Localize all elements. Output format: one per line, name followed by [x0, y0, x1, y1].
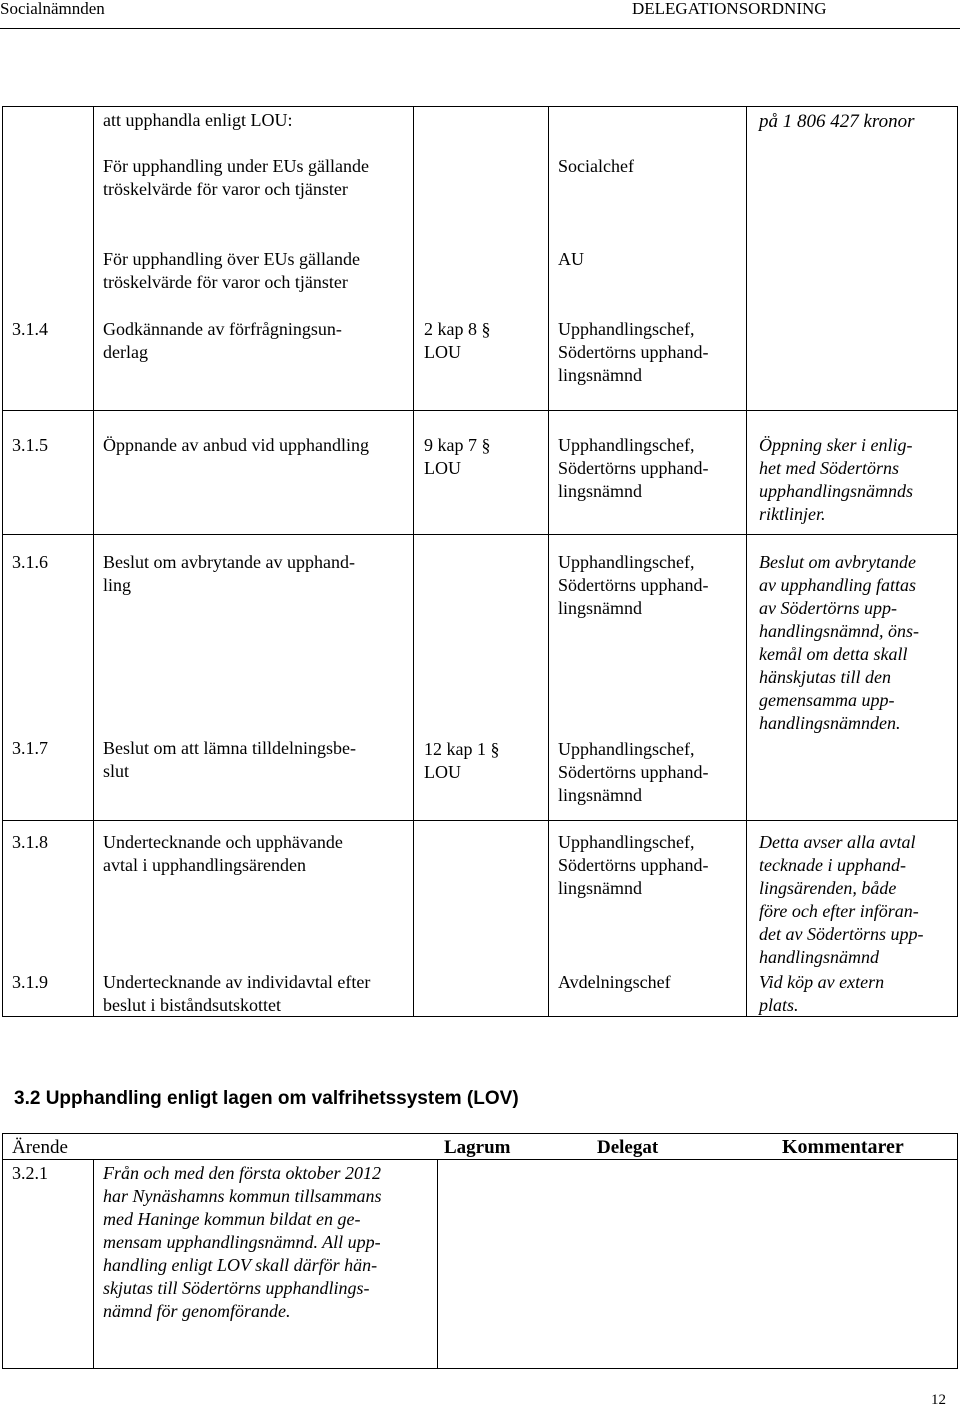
- row-number: 3.1.9: [12, 972, 48, 992]
- header-rule: [0, 28, 960, 29]
- row-text: slut: [103, 761, 130, 781]
- row-comment: handlingsnämnd: [759, 947, 880, 967]
- section-heading: 3.2 Upphandling enligt lagen om valfrihetssystem (LOV): [14, 1088, 519, 1109]
- intro-over-delegate: AU: [558, 249, 584, 269]
- column-divider: [413, 106, 414, 1017]
- intro-under-line2: tröskelvärde för varor och tjänster: [103, 179, 348, 199]
- column-divider: [548, 106, 549, 1017]
- row-delegate: lingsnämnd: [558, 365, 642, 385]
- row-delegate: Avdelningschef: [558, 972, 671, 992]
- row-law: 2 kap 8 §: [424, 319, 491, 339]
- row-comment: före och efter införan-: [759, 901, 919, 921]
- row-text: derlag: [103, 342, 148, 362]
- row-comment: lingsärenden, både: [759, 878, 897, 898]
- row-delegate: Upphandlingschef,: [558, 739, 695, 759]
- intro-over-line2: tröskelvärde för varor och tjänster: [103, 272, 348, 292]
- table-border-bottom: [2, 1368, 958, 1369]
- row-delegate: Södertörns upphand-: [558, 762, 709, 782]
- row-number: 3.1.5: [12, 435, 48, 455]
- row-delegate: Södertörns upphand-: [558, 855, 709, 875]
- header-title: DELEGATIONSORDNING: [632, 0, 827, 18]
- row-comment: riktlinjer.: [759, 504, 826, 524]
- row-law: LOU: [424, 342, 461, 362]
- row-comment: het med Södertörns: [759, 458, 899, 478]
- row-delegate: lingsnämnd: [558, 598, 642, 618]
- table-border-right: [957, 1133, 958, 1369]
- row-number: 3.2.1: [12, 1163, 48, 1183]
- header-lagrum: Lagrum: [444, 1137, 511, 1158]
- row-comment: det av Södertörns upp-: [759, 924, 924, 944]
- header-delegat: Delegat: [597, 1137, 659, 1158]
- row-comment: Vid köp av extern: [759, 972, 885, 992]
- row-text: skjutas till Södertörns upphandlings-: [103, 1278, 370, 1298]
- row-delegate: Södertörns upphand-: [558, 342, 709, 362]
- header-row-divider: [2, 1159, 958, 1160]
- intro-under-line1: För upphandling under EUs gällande: [103, 156, 369, 176]
- row-text: Undertecknande av individavtal efter: [103, 972, 371, 992]
- row-text: Godkännande av förfrågningsun-: [103, 319, 342, 339]
- intro-title: att upphandla enligt LOU:: [103, 110, 293, 130]
- page-number: 12: [931, 1392, 946, 1408]
- row-comment: kemål om detta skall: [759, 644, 908, 664]
- row-comment: Beslut om avbrytande: [759, 552, 916, 572]
- row-text: avtal i upphandlingsärenden: [103, 855, 306, 875]
- row-text: Från och med den första oktober 2012: [103, 1163, 381, 1183]
- header-org: Socialnämnden: [0, 0, 105, 18]
- row-comment: gemensamma upp-: [759, 690, 895, 710]
- row-text: mensam upphandlingsnämnd. All upp-: [103, 1232, 381, 1252]
- header-kommentarer: Kommentarer: [782, 1136, 904, 1158]
- row-delegate: Upphandlingschef,: [558, 435, 695, 455]
- row-delegate: Upphandlingschef,: [558, 552, 695, 572]
- row-comment: plats.: [759, 995, 799, 1015]
- row-comment: hänskjutas till den: [759, 667, 891, 687]
- table-border-left: [2, 106, 3, 1017]
- header-arende: Ärende: [12, 1137, 68, 1158]
- row-law: 9 kap 7 §: [424, 435, 491, 455]
- intro-amount: på 1 806 427 kronor: [759, 111, 915, 132]
- table-border-left: [2, 1133, 3, 1369]
- row-comment: handlingsnämnd, öns-: [759, 621, 920, 641]
- row-comment: Öppning sker i enlig-: [759, 435, 913, 455]
- row-delegate: lingsnämnd: [558, 481, 642, 501]
- column-divider: [746, 106, 747, 1017]
- row-number: 3.1.6: [12, 552, 48, 572]
- intro-over-line1: För upphandling över EUs gällande: [103, 249, 360, 269]
- column-divider: [93, 1159, 94, 1369]
- row-comment: upphandlingsnämnds: [759, 481, 914, 501]
- row-text: har Nynäshamns kommun tillsammans: [103, 1186, 382, 1206]
- row-delegate: lingsnämnd: [558, 785, 642, 805]
- row-delegate: lingsnämnd: [558, 878, 642, 898]
- row-law: LOU: [424, 458, 461, 478]
- row-text: med Haninge kommun bildat en ge-: [103, 1209, 361, 1229]
- row-text: Öppnande av anbud vid upphandling: [103, 435, 369, 455]
- row-law: LOU: [424, 762, 461, 782]
- row-text: Beslut om avbrytande av upphand-: [103, 552, 355, 572]
- row-divider: [2, 820, 958, 821]
- row-comment: av upphandling fattas: [759, 575, 916, 595]
- table-border-top: [2, 106, 958, 107]
- row-text: ling: [103, 575, 132, 595]
- intro-under-delegate: Socialchef: [558, 156, 634, 176]
- row-delegate: Upphandlingschef,: [558, 832, 695, 852]
- row-text: Beslut om att lämna tilldelningsbe-: [103, 738, 356, 758]
- row-text: beslut i biståndsutskottet: [103, 995, 281, 1015]
- table-border-top: [2, 1133, 958, 1134]
- row-number: 3.1.8: [12, 832, 48, 852]
- row-comment: av Södertörns upp-: [759, 598, 897, 618]
- row-comment: tecknade i upphand-: [759, 855, 906, 875]
- row-comment: Detta avser alla avtal: [759, 832, 916, 852]
- row-divider: [2, 534, 958, 535]
- row-law: 12 kap 1 §: [424, 739, 500, 759]
- row-delegate: Södertörns upphand-: [558, 575, 709, 595]
- row-number: 3.1.7: [12, 738, 48, 758]
- row-number: 3.1.4: [12, 319, 48, 339]
- row-text: handling enligt LOV skall därför hän-: [103, 1255, 378, 1275]
- column-divider: [437, 1159, 438, 1369]
- row-comment: handlingsnämnden.: [759, 713, 901, 733]
- row-divider: [2, 410, 958, 411]
- row-delegate: Upphandlingschef,: [558, 319, 695, 339]
- row-delegate: Södertörns upphand-: [558, 458, 709, 478]
- column-divider: [93, 106, 94, 1017]
- table-border-right: [957, 106, 958, 1017]
- row-text: Undertecknande och upphävande: [103, 832, 343, 852]
- row-text: nämnd för genomförande.: [103, 1301, 291, 1321]
